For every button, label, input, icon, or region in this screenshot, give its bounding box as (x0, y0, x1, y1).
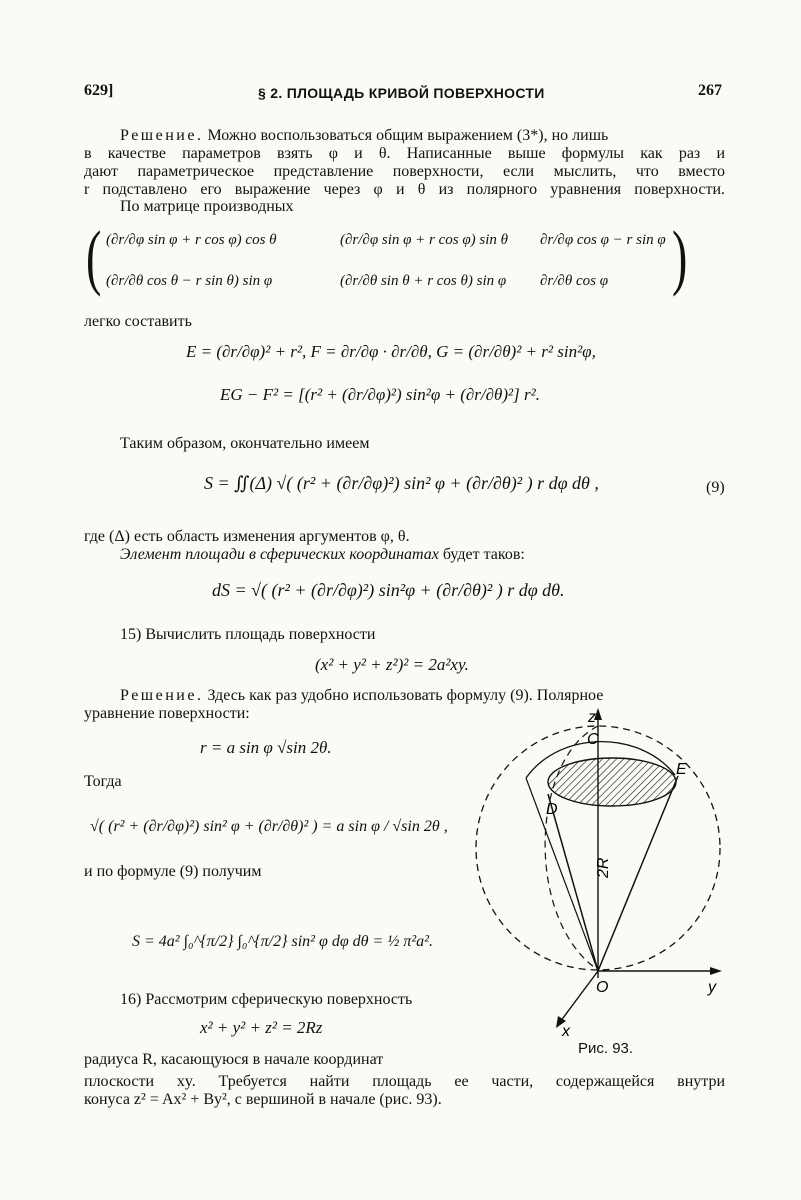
equation-9: S = ∬(Δ) √( (r² + (∂r/∂φ)²) sin² φ + (∂r/∂θ)² ) r dφ dθ , (204, 473, 599, 493)
equation-S2: S = 4a² ∫₀^{π/2} ∫₀^{π/2} sin² φ dφ dθ = ½ π²a². (132, 933, 433, 950)
para1-line3: дают параметрическое представление поверхности, если мыслить, что вместо (84, 163, 725, 180)
label-2R: 2R (595, 857, 612, 878)
label-C: C (587, 731, 599, 748)
problem-16: 16) Рассмотрим сферическую поверхность (120, 991, 413, 1008)
label-z: z (588, 709, 596, 726)
matrix-r2c2: (∂r/∂θ sin θ + r cos θ) sin φ (340, 273, 507, 289)
equation-15: (x² + y² + z²)² = 2a²xy. (315, 655, 469, 674)
label-x: x (562, 1023, 570, 1040)
cone-section (548, 758, 676, 806)
text-then: Тогда (84, 773, 122, 790)
problem-15: 15) Вычислить площадь поверхности (120, 626, 376, 643)
equation-r: r = a sin φ √sin 2θ. (200, 738, 332, 757)
text-last-line1: плоскости xy. Требуется найти площадь ее части, содержащейся внутри (84, 1073, 725, 1090)
matrix-left-bracket: ( (86, 215, 102, 297)
matrix-r1c1: (∂r/∂φ sin φ + r cos φ) cos θ (106, 232, 277, 248)
label-y: y (708, 979, 716, 996)
text-last-line2: конуса z² = Ax² + By², с вершиной в начале (рис. 93). (84, 1091, 442, 1108)
para1-line4: r подставлено его выражение через φ и θ из полярного уравнения поверхности. (84, 181, 725, 198)
matrix-right-bracket: ) (672, 215, 688, 297)
matrix-r1c3: ∂r/∂φ cos φ − r sin φ (540, 232, 666, 248)
solution-label: Решение. (120, 127, 204, 144)
text-easy: легко составить (84, 313, 192, 330)
para15-line1: Решение. Здесь как раз удобно использовать формулу (9). Полярное (120, 687, 604, 704)
text-element: Элемент площади в сферических координатах будет таков: (120, 546, 525, 563)
text-element-italic: Элемент площади в сферических координатах (120, 546, 439, 563)
figure-caption: Рис. 93. (578, 1040, 634, 1057)
text-radius: радиуса R, касающуюся в начале координат (84, 1051, 384, 1068)
cone-line-back (526, 778, 598, 971)
matrix-r2c3: ∂r/∂θ cos φ (540, 273, 608, 289)
label-O: O (596, 979, 609, 996)
page-number: 267 (698, 82, 722, 99)
para1-line2: в качестве параметров взять φ и θ. Написанные выше формулы как раз и (84, 145, 725, 162)
para15-line2: уравнение поверхности: (84, 705, 250, 722)
running-title: § 2. ПЛОЩАДЬ КРИВОЙ ПОВЕРХНОСТИ (258, 85, 545, 101)
equation-EG-F2: EG − F² = [(r² + (∂r/∂φ)²) sin²φ + (∂r/∂θ)²] r². (220, 385, 540, 404)
equation-sqrt: √( (r² + (∂r/∂φ)²) sin² φ + (∂r/∂θ)² ) = a sin φ / √sin 2θ , (90, 818, 448, 835)
para1-line5: По матрице производных (120, 198, 294, 215)
x-axis (560, 971, 598, 1022)
equation-16: x² + y² + z² = 2Rz (200, 1018, 323, 1037)
matrix-r2c1: (∂r/∂θ cos θ − r sin θ) sin φ (106, 273, 273, 289)
text-formula9: и по формуле (9) получим (84, 863, 262, 880)
figure-93 (470, 700, 740, 1040)
equation-dS: dS = √( (r² + (∂r/∂φ)²) sin²φ + (∂r/∂θ)² ) r dφ dθ. (212, 580, 565, 600)
para1-line1: Решение. Можно воспользоваться общим выражением (3*), но лишь (120, 127, 609, 144)
text-where: где (Δ) есть область изменения аргументов φ, θ. (84, 528, 410, 545)
solution-label-2: Решение. (120, 687, 204, 704)
equation-9-label: (9) (706, 479, 725, 496)
label-D: D (546, 801, 558, 818)
text-thus: Таким образом, окончательно имеем (120, 435, 370, 452)
y-arrow (710, 967, 722, 975)
equation-EFG: E = (∂r/∂φ)² + r², F = ∂r/∂φ · ∂r/∂θ, G = (∂r/∂θ)² + r² sin²φ, (186, 342, 596, 361)
label-E: E (676, 761, 687, 778)
section-number: 629] (84, 82, 114, 99)
matrix-r1c2: (∂r/∂φ sin φ + r cos φ) sin θ (340, 232, 509, 248)
